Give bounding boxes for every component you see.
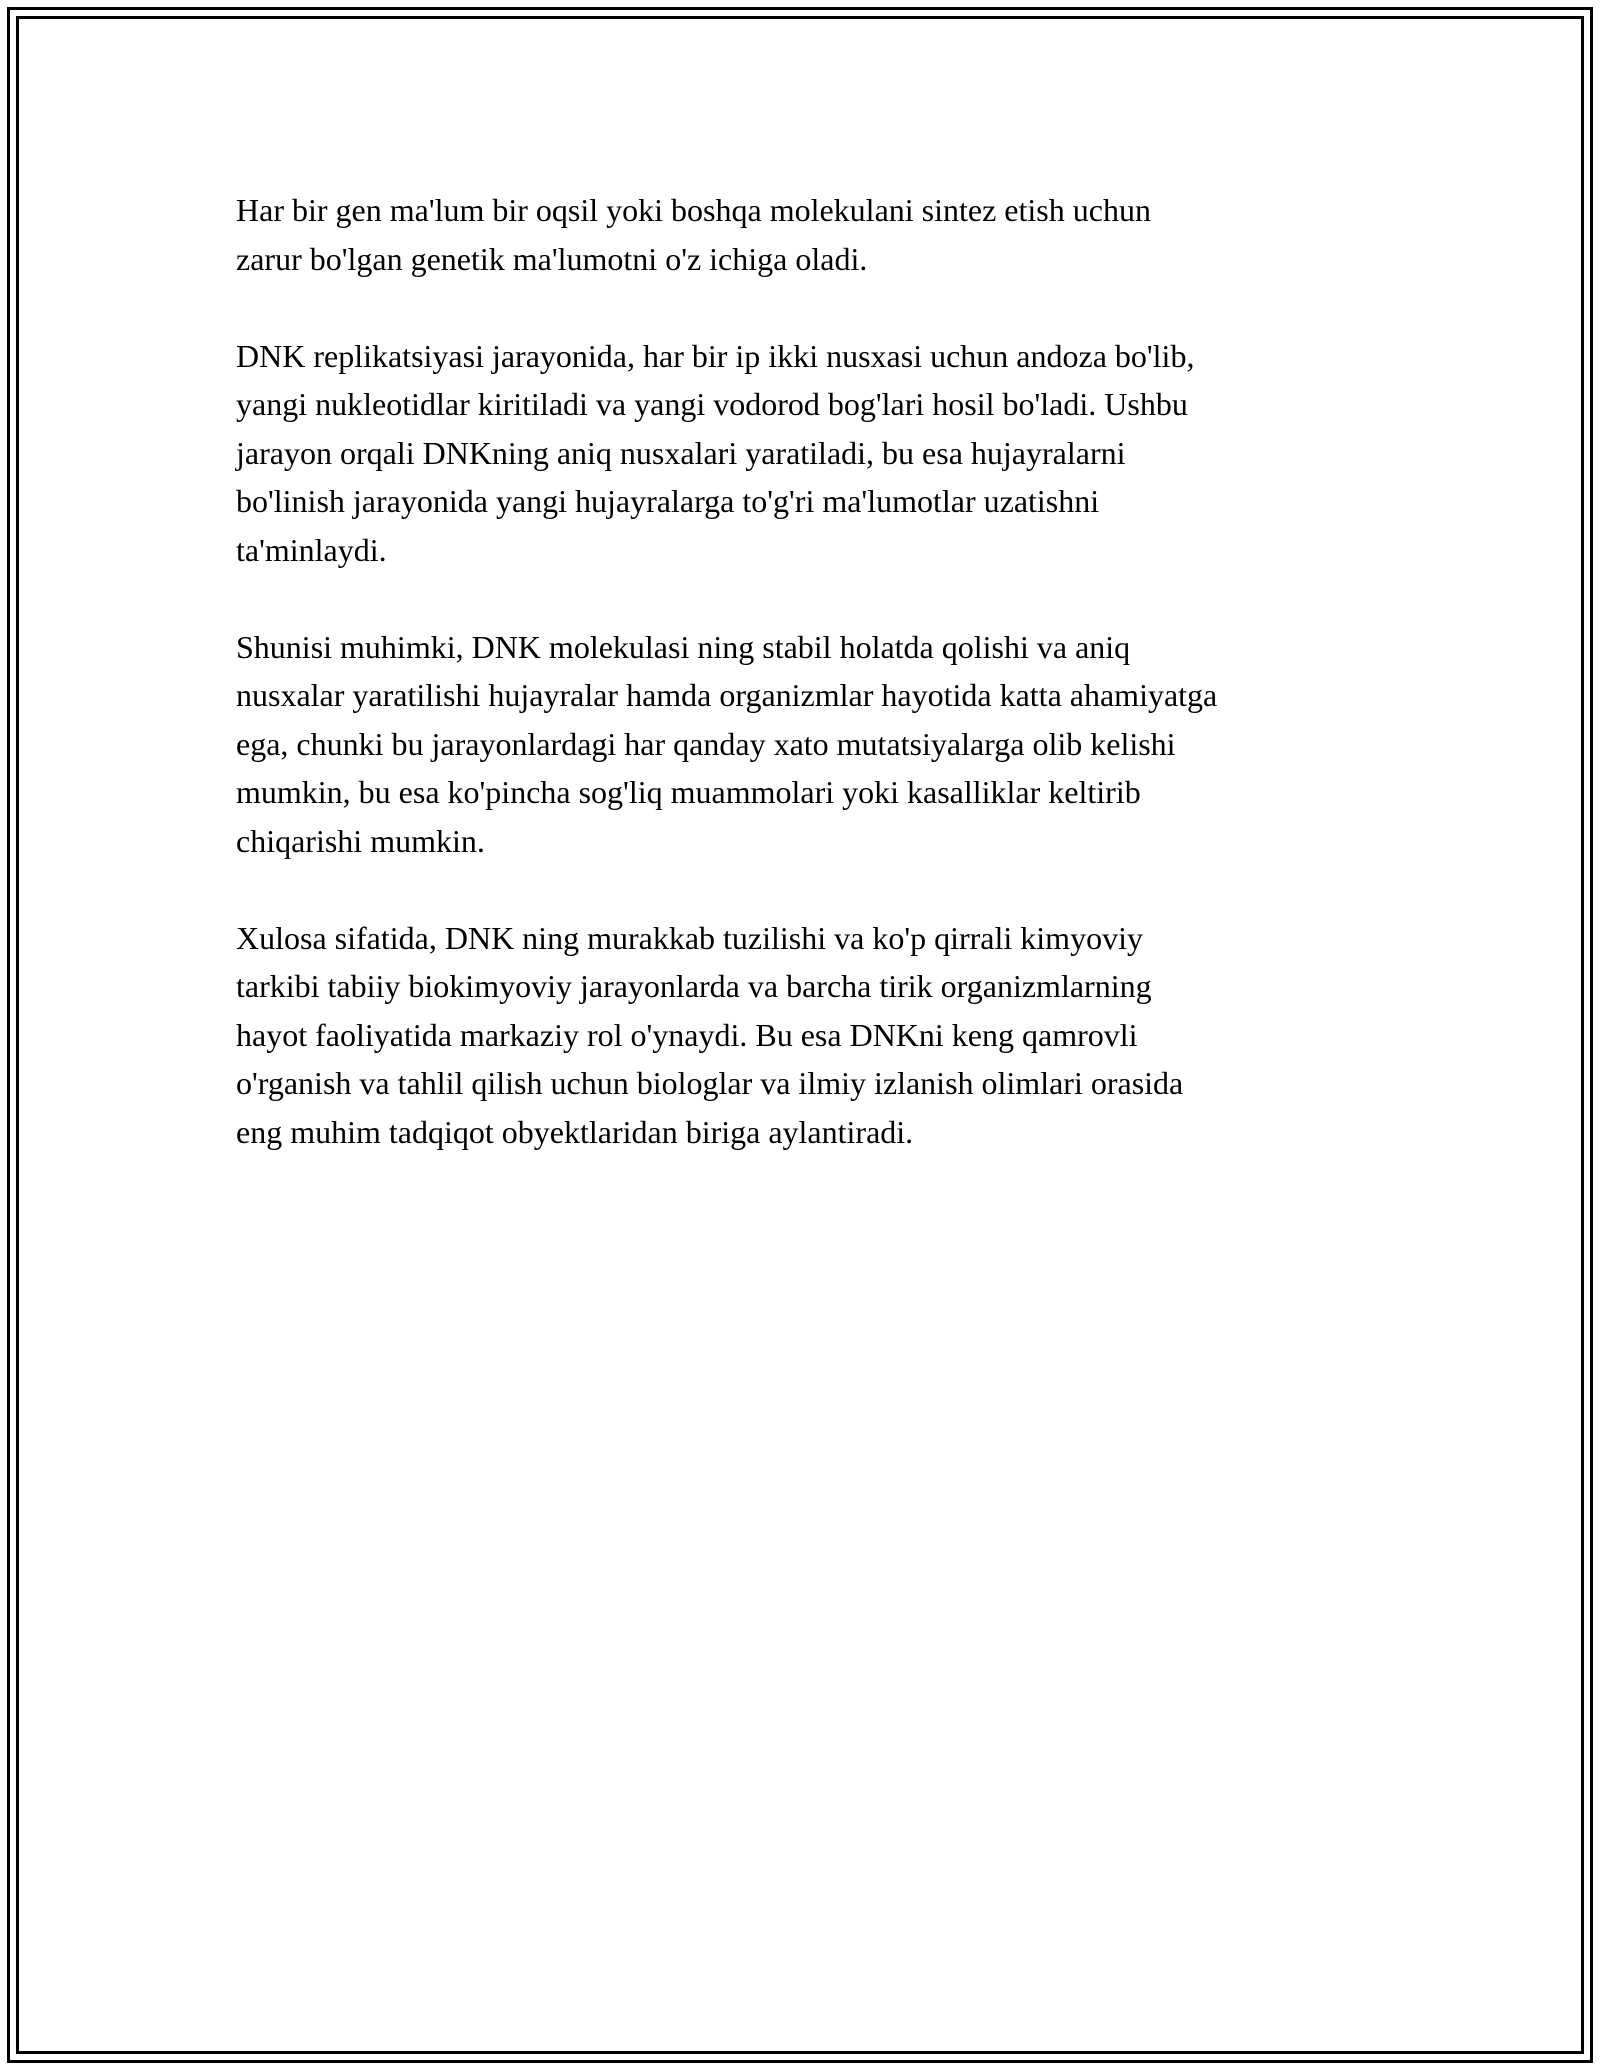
paragraph-gene-info: Har bir gen ma'lum bir oqsil yoki boshqa molekulani sintez etish uchun zarur bo'lgan genetik ma'lumotni o'z ichiga oladi.: [236, 192, 1151, 277]
paragraph-conclusion: Xulosa sifatida, DNK ning murakkab tuzilishi va ko'p qirrali kimyoviy tarkibi tabiiy biokimyoviy jarayonlarda va barcha tirik organizmlarning hayot faoliyatida markaziy rol o'ynaydi. Bu esa DNKni keng qamrovli o'rganish va tahlil qilish uchun biologlar va ilmiy izlanish olimlari orasida eng muhim tadqiqot obyektlaridan biriga aylantiradi.: [236, 919, 1184, 1150]
document-body: [236, 186, 1396, 1205]
paragraph-dna-replication: DNK replikatsiyasi jarayonida, har bir ip ikki nusxasi uchun andoza bo'lib, yangi nukleotidlar kiritiladi va yangi vodorod bog'lari hosil bo'ladi. Ushbu jarayon orqali DNKning aniq nusxalari yaratiladi, bu esa hujayralarni bo'linish jarayonida yangi hujayralarga to'g'ri ma'lumotlar uzatishni ta'minlaydi.: [236, 337, 1195, 568]
paragraph-stability: Shunisi muhimki, DNK molekulasi ning stabil holatda qolishi va aniq nusxalar yaratilishi hujayralar hamda organizmlar hayotida katta ahamiyatga ega, chunki bu jarayonlardagi har qanday xato mutatsiyalarga olib kelishi mumkin, bu esa ko'pincha sog'liq muammolari yoki kasalliklar keltirib chiqarishi mumkin.: [236, 628, 1218, 859]
